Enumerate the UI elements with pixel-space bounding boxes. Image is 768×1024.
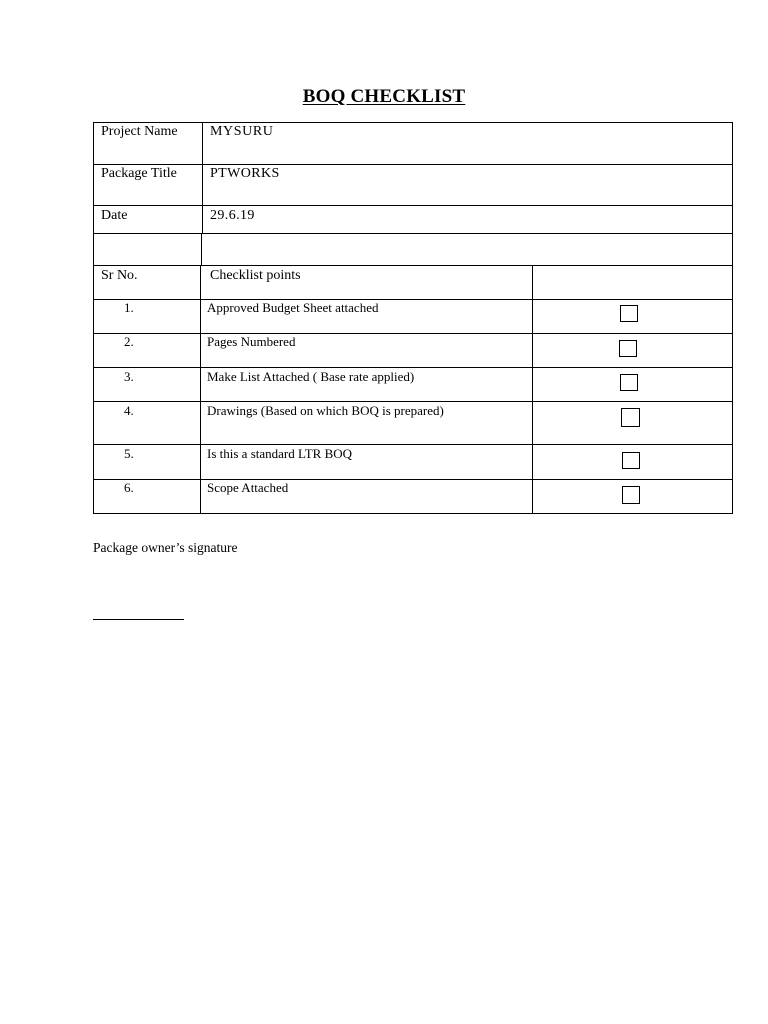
item-number: 6.	[124, 480, 134, 495]
col-divider	[200, 266, 201, 513]
item-number: 5.	[124, 446, 134, 461]
package-title-value: PTWORKS	[210, 166, 280, 181]
row-divider	[93, 205, 733, 206]
row-divider	[93, 265, 733, 266]
date-label: Date	[101, 208, 128, 223]
row-divider	[93, 233, 733, 234]
item-checkbox[interactable]	[620, 305, 638, 322]
table-border-right	[732, 122, 733, 514]
package-title-label: Package Title	[101, 166, 177, 181]
item-checkbox[interactable]	[622, 452, 640, 469]
row-divider	[93, 299, 733, 300]
item-number: 4.	[124, 403, 134, 418]
item-checkbox[interactable]	[619, 340, 637, 357]
table-border-top	[93, 122, 733, 123]
date-value: 29.6.19	[210, 208, 255, 223]
item-text: Pages Numbered	[207, 334, 296, 349]
row-divider	[93, 367, 733, 368]
checklist-points-header: Checklist points	[210, 268, 301, 283]
item-text: Make List Attached ( Base rate applied)	[207, 369, 415, 384]
project-name-label: Project Name	[101, 124, 178, 139]
item-text: Scope Attached	[207, 480, 289, 495]
col-divider	[532, 266, 533, 513]
project-name-value: MYSURU	[210, 124, 274, 139]
col-divider	[202, 122, 203, 233]
row-divider	[93, 444, 733, 445]
item-checkbox[interactable]	[622, 486, 640, 504]
row-divider	[93, 401, 733, 402]
col-divider	[201, 234, 202, 265]
sr-no-header: Sr No.	[101, 268, 138, 283]
item-text: Drawings (Based on which BOQ is prepared)	[207, 403, 444, 418]
item-number: 1.	[124, 300, 134, 315]
signature-label: Package owner’s signature	[93, 540, 238, 555]
item-checkbox[interactable]	[620, 374, 638, 391]
item-text: Approved Budget Sheet attached	[207, 300, 379, 315]
item-number: 3.	[124, 369, 134, 384]
signature-line	[93, 619, 184, 620]
row-divider	[93, 479, 733, 480]
item-text: Is this a standard LTR BOQ	[207, 446, 353, 461]
item-checkbox[interactable]	[621, 408, 640, 427]
row-divider	[93, 333, 733, 334]
row-divider	[93, 164, 733, 165]
table-border-bottom	[93, 513, 733, 514]
page-title: BOQ CHECKLIST	[302, 86, 466, 107]
table-border-left	[93, 122, 94, 514]
item-number: 2.	[124, 334, 134, 349]
